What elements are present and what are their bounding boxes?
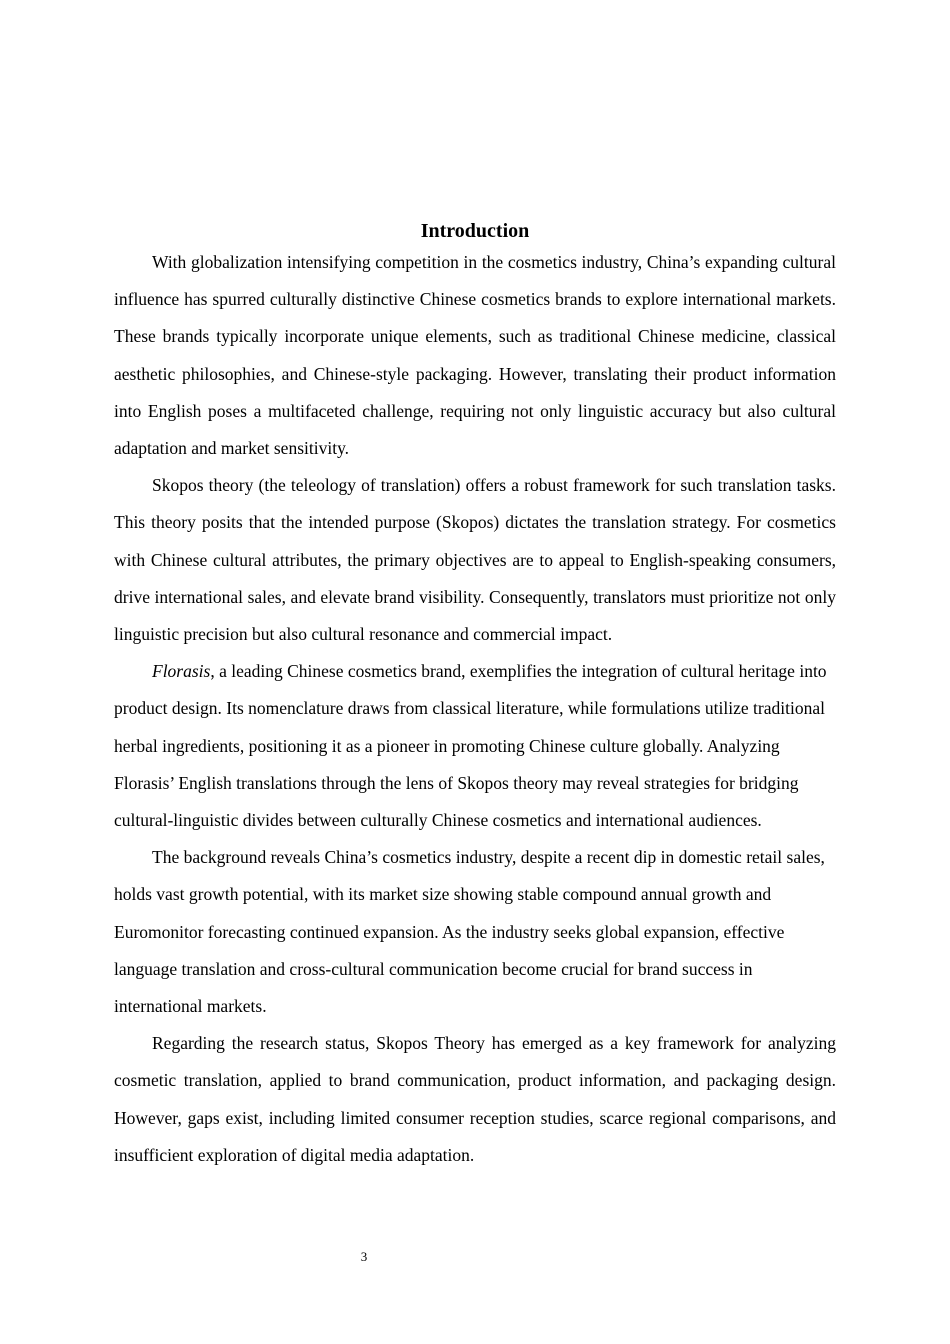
paragraph-background: The background reveals China’s cosmetics industry, despite a recent dip in domestic retail sales, holds vast growth potential, with its market size showing stable compound annual growth and Euromonitor forecasting continued expansion. As the industry seeks global expansion, effective language translation and cross-cultural communication become crucial for brand success in international markets. xyxy=(114,847,825,1017)
section-heading: Introduction xyxy=(420,220,530,242)
paragraph-florasis-text: , a leading Chinese cosmetics brand, exemplifies the integration of cultural heritage into product design. Its nomenclature draws from classical literature, while formulations utilize traditional herbal ingredients, positioning it as a pioneer in promoting Chinese culture globally. Analyzing Florasis’ English translations through the lens of Skopos theory may reveal strategies for bridging cultural-linguistic divides between culturally Chinese cosmetics and international audiences. xyxy=(114,661,827,831)
brand-name-italic: Florasis xyxy=(152,661,211,682)
page-number: 3 xyxy=(360,1249,368,1264)
paragraph-florasis xyxy=(114,653,836,839)
body-text xyxy=(114,244,836,1174)
paragraph-globalization: With globalization intensifying competition in the cosmetics industry, China’s expanding cultural influence has spurred culturally distinctive Chinese cosmetics brands to explore international markets. These brands typically incorporate unique elements, such as traditional Chinese medicine, classical aesthetic philosophies, and Chinese-style packaging. However, translating their product information into English poses a multifaceted challenge, requiring not only linguistic accuracy but also cultural adaptation and market sensitivity. xyxy=(114,252,836,459)
paragraph-research-status: Regarding the research status, Skopos Theory has emerged as a key framework for analyzing cosmetic translation, applied to brand communication, product information, and packaging design. However, gaps exist, including limited consumer reception studies, scarce regional comparisons, and insufficient exploration of digital media adaptation. xyxy=(114,1033,836,1165)
paragraph-skopos-theory: Skopos theory (the teleology of translation) offers a robust framework for such translation tasks. This theory posits that the intended purpose (Skopos) dictates the translation strategy. For cosmetics with Chinese cultural attributes, the primary objectives are to appeal to English-speaking consumers, drive international sales, and elevate brand visibility. Consequently, translators must prioritize not only linguistic precision but also cultural resonance and commercial impact. xyxy=(114,475,836,645)
